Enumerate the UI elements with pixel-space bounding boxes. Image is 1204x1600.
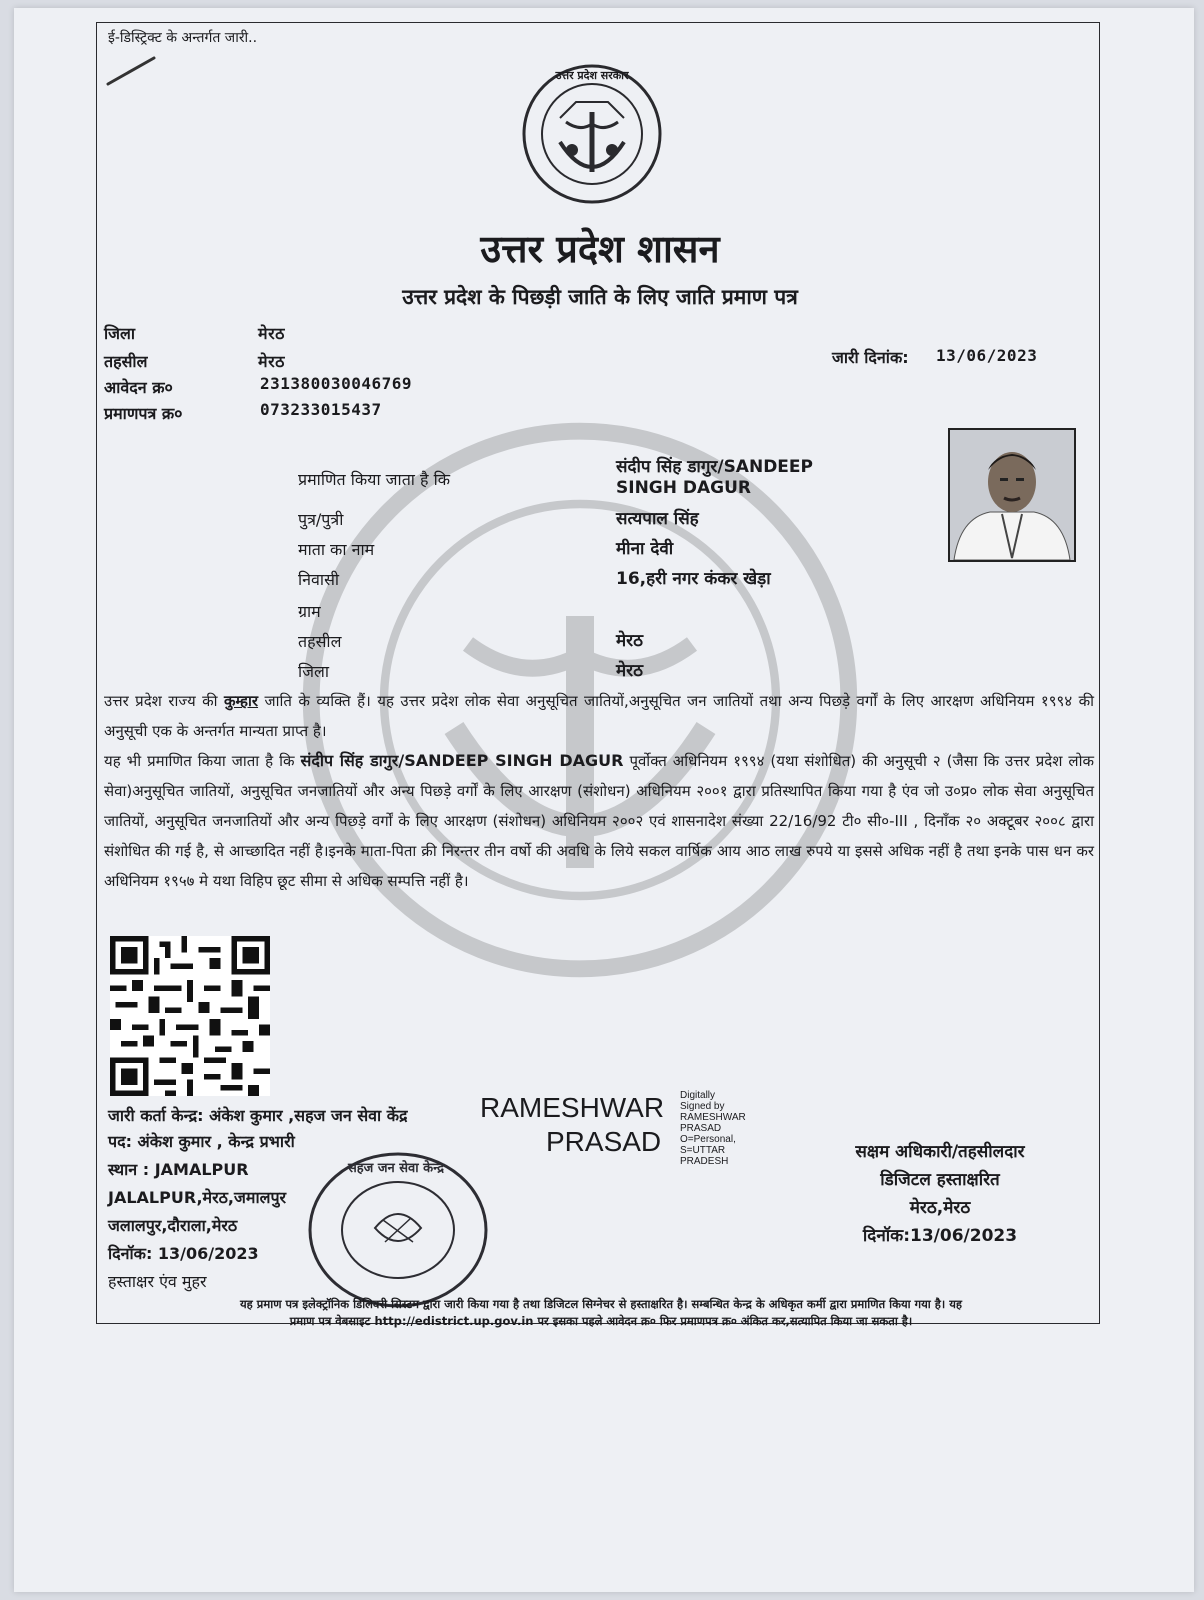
village-label: ग्राम (298, 602, 321, 621)
qr-code[interactable] (110, 936, 270, 1096)
certification-paragraph (104, 746, 1094, 896)
page-title: उत्तर प्रदेश शासन (480, 226, 720, 271)
authority-date: दिनॉक:13/06/2023 (862, 1226, 1018, 1246)
seal-text: सहज जन सेवा केन्द्र (347, 1161, 445, 1176)
dsig-line: Signed by (680, 1101, 725, 1112)
verification-footer (108, 1296, 1094, 1330)
issue-date: 13/06/2023 (936, 346, 1038, 365)
applicant-name-line1: संदीप सिंह डागुर/SANDEEP (616, 457, 813, 477)
dsig-line: RAMESHWAR (680, 1112, 746, 1123)
pen-mark (104, 50, 160, 90)
authority-digital-signed: डिजिटल हस्ताक्षरित (880, 1170, 1000, 1190)
caste-paragraph (104, 686, 1094, 746)
p1-prefix: उत्तर प्रदेश राज्य की (104, 692, 224, 710)
dsig-line: O=Personal, (680, 1134, 736, 1145)
mother-name: मीना देवी (616, 539, 674, 559)
district-label: जिला (104, 324, 136, 343)
dsig-line: PRASAD (680, 1123, 722, 1134)
competent-authority (800, 1138, 1080, 1250)
footer-line2: प्रमाण पत्र वेबसाइट http://edistrict.up.gov.in पर इसका पहले आवेदन क्र० फिर प्रमाणपत्र क्र० अंकित कर,सत्यापित किया जा सकता है। (289, 1314, 913, 1328)
p1-suffix: जाति के व्यक्ति हैं। यह उत्तर प्रदेश लोक सेवा अनुसूचित जातियों,अनुसूचित जन जातियों तथा अन्य पिछड़े वर्गों के लिए आरक्षण अधिनियम १९९४ की अनुसूची एक के अन्तर्गत मान्यता प्राप्त है। (104, 692, 1094, 740)
certificate-number: 073233015437 (260, 400, 382, 419)
applicant-name-line2: SINGH DAGUR (616, 478, 752, 498)
dsig-line: S=UTTAR (680, 1145, 726, 1156)
up-government-emblem (520, 62, 664, 206)
resident-address: 16,हरी नगर कंकर खेड़ा (616, 569, 771, 589)
certified-label: प्रमाणित किया जाता है कि (298, 470, 451, 489)
father-label: पुत्र/पुत्री (298, 510, 344, 529)
person-tehsil-label: तहसील (298, 632, 342, 651)
person-tehsil-value: मेरठ (616, 631, 643, 651)
tehsil-label: तहसील (104, 352, 148, 371)
issuer-place-line1: स्थान : JAMALPUR (108, 1160, 249, 1179)
signer-name-line2: PRASAD (546, 1126, 662, 1157)
signer-name-line1: RAMESHWAR (480, 1092, 665, 1123)
dsig-line: Digitally (680, 1090, 716, 1101)
emblem-text: उत्तर प्रदेश सरकार (555, 69, 629, 82)
p2-applicant-name: संदीप सिंह डागुर/SANDEEP SINGH DAGUR (300, 751, 624, 770)
issue-date-label: जारी दिनांक: (832, 348, 909, 367)
certificate-subtitle: उत्तर प्रदेश के पिछड़ी जाति के लिए जाति प्रमाण पत्र (402, 285, 798, 309)
authority-location: मेरठ,मेरठ (909, 1198, 971, 1218)
issuing-center: जारी कर्ता केन्द्र: अंकेश कुमार ,सहज जन सेवा केंद्र (108, 1106, 408, 1125)
person-district-value: मेरठ (616, 661, 643, 681)
father-name: सत्यपाल सिंह (616, 509, 699, 529)
issuer-place-line3: जलालपुर,दौराला,मेरठ (108, 1216, 238, 1235)
p2-prefix: यह भी प्रमाणित किया जाता है कि (104, 752, 301, 770)
footer-line1: यह प्रमाण पत्र इलेक्ट्रॉनिक डिलिवरी सिस्टम द्वारा जारी किया गया है तथा डिजिटल सिग्नेचर से हस्ताक्षरित है। सम्बन्धित केन्द्र के अधिकृत कर्मी द्वारा प्रमाणित किया गया है। यह (240, 1297, 962, 1311)
mother-label: माता का नाम (298, 540, 375, 559)
resident-label: निवासी (298, 570, 340, 589)
issuer-place-line2: JALALPUR,मेरठ,जमालपुर (108, 1188, 287, 1207)
tehsil-value: मेरठ (258, 352, 285, 371)
issuer-post: पद: अंकेश कुमार , केन्द्र प्रभारी (108, 1132, 295, 1151)
p2-suffix: पूर्वोक्त अधिनियम १९९४ (यथा संशोधित) की अनुसूची २ (जैसा कि उत्तर प्रदेश लोक सेवा)अनुसूचित जातियों, अनुसूचित जनजातियों और अन्य पिछड़े वर्गों के लिए आरक्षण (संशोधन) अधिनियम २००१ द्वारा प्रतिस्थापित किया गया है एंव जो उ०प्र० लोक सेवा अनुसूचित जातियों, अनुसूचित जनजातियों और अन्य पिछड़े वर्गों के लिए आरक्षण (संशोधन) अधिनियम २००२ एवं शासनादेश संख्या 22/16/92 टी० सी०-III , दिनॉंक २० अक्टूबर २००८ द्वारा संशोधित की गई है, से आच्छादित नहीं है।इनके माता-पिता क्री निरन्तर तीन वर्षो की अवधि के लिये सकल वार्षिक आय आठ लाख रुपये या इससे अधिक नहीं है तथा इनके पास धन कर अधिनियम १९५७ मे यथा विहिप छूट सीमा से अधिक सम्पत्ति नहीं है। (104, 752, 1095, 890)
edistrict-note: ई-डिस्ट्रिक्ट के अन्तर्गत जारी.. (108, 30, 258, 46)
issuer-date: दिनॉक: 13/06/2023 (108, 1244, 259, 1263)
applicant-photo (948, 428, 1076, 562)
application-label: आवेदन क्र० (104, 378, 173, 397)
application-number: 231380030046769 (260, 374, 412, 393)
caste-name: कुम्हार (224, 692, 259, 710)
dsig-line: PRADESH (680, 1156, 729, 1167)
person-district-label: जिला (298, 662, 330, 681)
signature-and-seal-label: हस्ताक्षर एंव मुहर (108, 1272, 207, 1291)
digital-signature-details (680, 1090, 746, 1167)
district-value: मेरठ (258, 324, 285, 343)
authority-designation: सक्षम अधिकारी/तहसीलदार (855, 1142, 1025, 1162)
certificate-number-label: प्रमाणपत्र क्र० (104, 404, 183, 423)
